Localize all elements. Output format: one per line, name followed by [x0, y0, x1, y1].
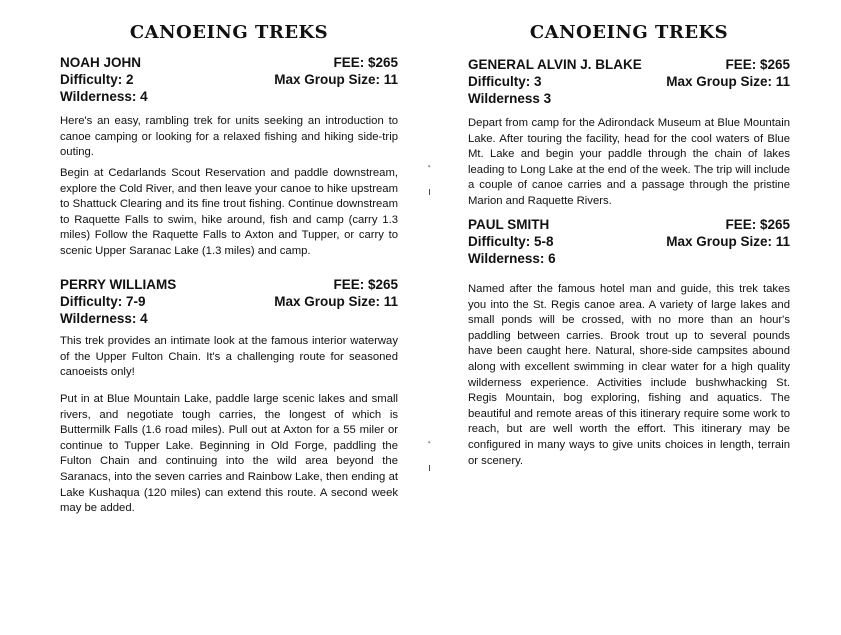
trek-wilderness: Wilderness: 4	[60, 89, 148, 104]
trek-description: Named after the famous hotel man and guide, this trek takes you into the St. Regis canoe area. A variety of large lakes and small ponds will be crossed, with no more than an hour's paddling between carries. Brook trout up to several pounds have been caught here. Natural, shore-side campsites abound along with excellent swimming in clear water for a high quality wilderness experience. Activities include bushwhacking St. Regis Mountain, bog exploring, fishing and aquatics. The beautiful and remote areas of this itinerary require some work to reach, but are well worth the effort. This itinerary may be configured in many ways to give units choices in length, terrain or scenery.	[468, 283, 790, 467]
page-title: CANOEING TREKS	[129, 22, 329, 43]
trek-max-group: Max Group Size: 11	[666, 234, 790, 249]
trek-description: Put in at Blue Mountain Lake, paddle large scenic lakes and small rivers, and negotiate tough carries, the longest of which is Buttermilk Falls (1.6 road miles). Pull out at Axton for a 55 miler or continue to Tupper Lake. Beginning in Old Forge, paddling the Fulton Chain and continuing into the wild area beyond the Saranacs, into the seven carries and Rainbow Lake, then ending at Lake Kushaqua (120 miles) can extend this route. A second week may be added.	[60, 393, 398, 515]
trek-max-group: Max Group Size: 11	[274, 72, 398, 87]
trek-fee: FEE: $265	[333, 277, 398, 292]
trek-header-noah-john	[60, 54, 398, 105]
trek-wilderness: Wilderness: 6	[468, 251, 556, 266]
trek-fee: FEE: $265	[725, 57, 790, 72]
scan-speck-mark: ı	[428, 462, 432, 474]
trek-header-paul-smith	[468, 216, 790, 267]
trek-description: Here's an easy, rambling trek for units seeking an introduction to canoe camping or looking for a relaxed fishing and hiking side-trip outing.	[60, 115, 398, 159]
trek-header-general-alvin-j-blake	[468, 56, 790, 107]
trek-fee: FEE: $265	[725, 217, 790, 232]
trek-description: This trek provides an intimate look at the famous interior waterway of the Upper Fulton Chain. It's a challenging route for seasoned canoeists only!	[60, 335, 398, 379]
trek-max-group: Max Group Size: 11	[666, 74, 790, 89]
trek-difficulty: Difficulty: 2	[60, 72, 134, 87]
trek-max-group: Max Group Size: 11	[274, 294, 398, 309]
trek-fee: FEE: $265	[333, 55, 398, 70]
trek-name: GENERAL ALVIN J. BLAKE	[468, 57, 642, 72]
trek-description: Begin at Cedarlands Scout Reservation and paddle downstream, explore the Cold River, and then leave your canoe to hike upstream to Shattuck Clearing and its fine trout fishing. Continue downstream to Raquette Falls to swim, hike around, fish and camp (carry 1.3 miles) Follow the Raquette Falls to Axton and Tupper, or carry to scenic Upper Saranac Lake (1.3 miles) and camp.	[60, 167, 398, 257]
trek-difficulty: Difficulty: 7-9	[60, 294, 146, 309]
scan-speck-mark: ˛	[428, 156, 432, 168]
right-page	[468, 0, 790, 635]
page-title: CANOEING TREKS	[529, 22, 729, 43]
trek-description: Depart from camp for the Adirondack Museum at Blue Mountain Lake. After touring the facility, head for the cool waters of Blue Mt. Lake and begin your paddle through the chain of lakes leading to Long Lake at the end of the week. The trip will include a couple of canoe carries and a passage through the pristine Marion and Raquette Rivers.	[468, 117, 790, 207]
trek-difficulty: Difficulty: 5-8	[468, 234, 554, 249]
scan-speck-mark: ı	[428, 186, 432, 198]
left-page	[60, 0, 398, 635]
trek-wilderness: Wilderness: 4	[60, 311, 148, 326]
scan-speck-mark: ˛	[428, 432, 432, 444]
trek-difficulty: Difficulty: 3	[468, 74, 542, 89]
trek-name: NOAH JOHN	[60, 55, 142, 70]
trek-header-perry-williams	[60, 276, 398, 327]
trek-wilderness: Wilderness 3	[468, 91, 552, 106]
trek-name: PERRY WILLIAMS	[60, 277, 177, 292]
trek-name: PAUL SMITH	[468, 217, 550, 232]
